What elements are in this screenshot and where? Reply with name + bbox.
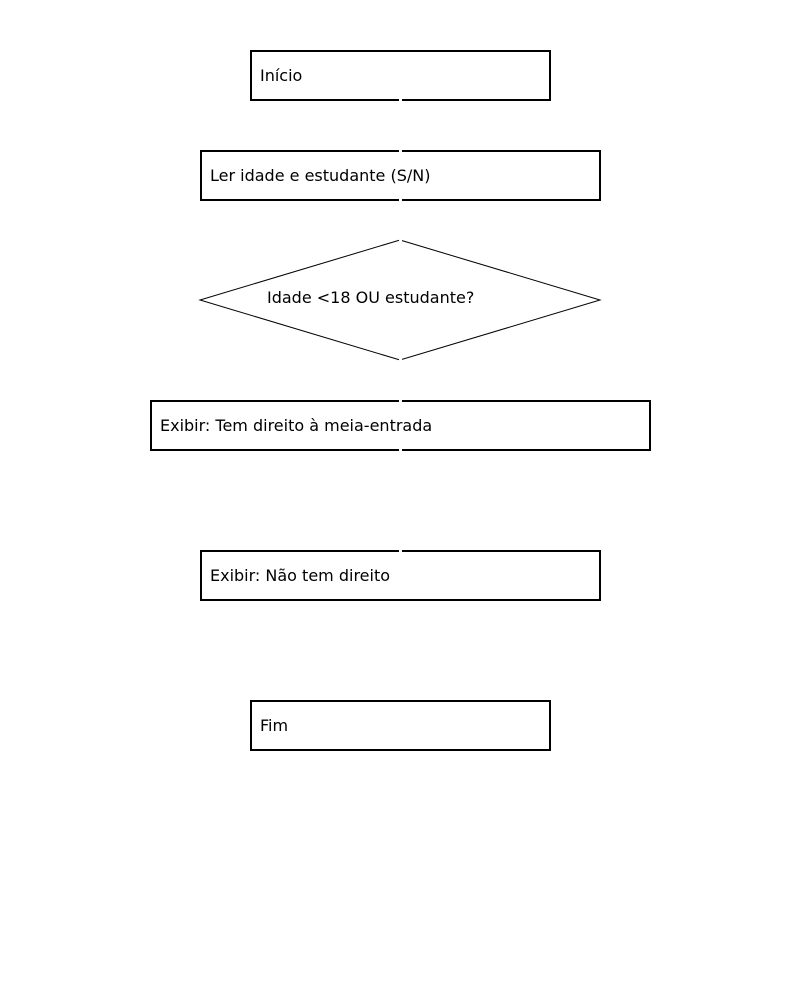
end-node-label: Fim	[260, 716, 289, 735]
decision-connector-gap-bottom	[399, 357, 402, 362]
connector-gap	[399, 97, 402, 103]
output-yes-node	[150, 400, 651, 451]
connector-gap	[399, 447, 402, 453]
output-no-node-label: Exibir: Não tem direito	[210, 566, 391, 585]
input-node-label: Ler idade e estudante (S/N)	[210, 166, 431, 185]
start-node-label: Início	[260, 66, 303, 85]
connector-gap	[399, 197, 402, 203]
output-no-node	[200, 550, 601, 601]
output-yes-node-label: Exibir: Tem direito à meia-entrada	[160, 416, 433, 435]
end-node	[250, 700, 551, 751]
connector-gap	[399, 147, 402, 153]
connector-gap	[399, 397, 402, 403]
decision-node-label: Idade <18 OU estudante?	[267, 288, 475, 307]
connector-gap	[399, 547, 402, 553]
decision-connector-gap-top	[399, 238, 402, 243]
